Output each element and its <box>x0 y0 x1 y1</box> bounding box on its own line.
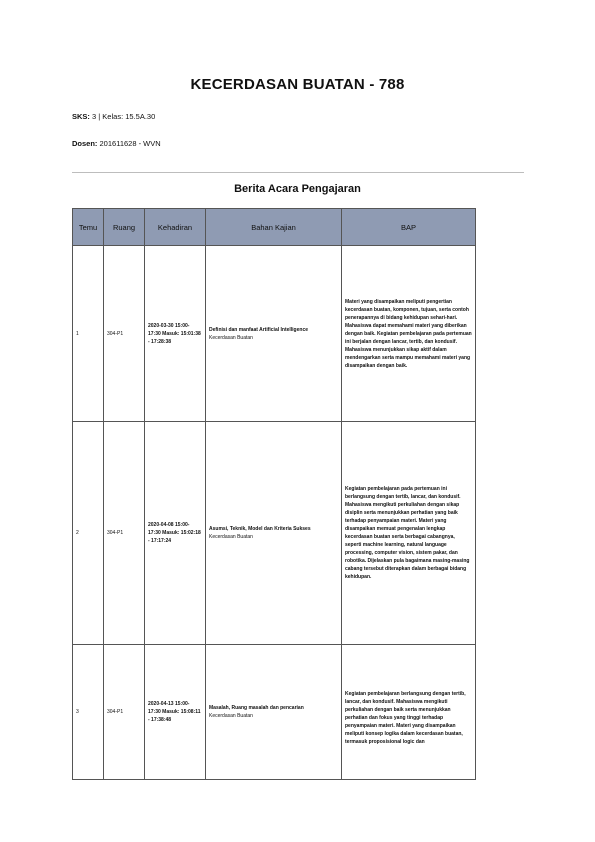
table-row <box>73 422 476 645</box>
cell-kehadiran: 2020-04-13 15:00-17:30 Masuk: 15:08:11 - 17:38:48 <box>145 645 206 780</box>
header-bahan-kajian: Bahan Kajian <box>206 209 342 246</box>
section-title: Berita Acara Pengajaran <box>234 183 361 195</box>
cell-bap: Kegiatan pembelajaran berlangsung dengan tertib, lancar, dan kondusif. Mahasiswa mengikuti perkuliahan dengan baik serta menunjukkan perhatian dan fokus yang tinggi terhadap penyampaian materi. Materi yang disampaikan meliputi konsep logika dalam kecerdasan buatan, termasuk proposisional logic dan <box>342 645 476 780</box>
cell-temu: 3 <box>73 645 104 780</box>
header-bap: BAP <box>342 209 476 246</box>
cell-temu: 1 <box>73 246 104 422</box>
bahan-subject: Kecerdasan Buatan <box>209 534 253 540</box>
dosen-label: Dosen: <box>72 139 98 148</box>
cell-bahan-kajian <box>206 422 342 645</box>
cell-temu: 2 <box>73 422 104 645</box>
course-title: KECERDASAN BUATAN - 788 <box>190 76 405 93</box>
header-kehadiran: Kehadiran <box>145 209 206 246</box>
header-ruang: Ruang <box>104 209 145 246</box>
sks-label: SKS: <box>72 112 90 121</box>
cell-bahan-kajian <box>206 246 342 422</box>
bahan-topic: Masalah, Ruang masalah dan pencarian <box>209 705 304 711</box>
cell-kehadiran: 2020-03-30 15:00-17:30 Masuk: 15:01:38 - 17:28:38 <box>145 246 206 422</box>
table-row <box>73 645 476 780</box>
cell-bap: Materi yang disampaikan meliputi pengertian kecerdasan buatan, komponen, tujuan, serta contoh penerapannya di bidang kehidupan sehari-hari. Mahasiswa dapat memahami materi yang diberikan dengan baik. Kegiatan pembelajaran pada pertemuan ini berjalan dengan lancar, tertib, dan kondusif. Mahasiswa menunjukkan sikap aktif dalam mendengarkan serta mampu memahami materi yang disampaikan dengan baik. <box>342 246 476 422</box>
bahan-subject: Kecerdasan Buatan <box>209 713 253 719</box>
dosen-value: 201611628 - WVN <box>99 139 161 148</box>
cell-ruang: 304-P1 <box>104 246 145 422</box>
table-row <box>73 246 476 422</box>
table-header-row <box>73 209 476 246</box>
cell-ruang: 304-P1 <box>104 645 145 780</box>
cell-ruang: 304-P1 <box>104 422 145 645</box>
bahan-topic: Asumsi, Teknik, Model dan Kriteria Sukses <box>209 526 311 532</box>
divider <box>72 172 524 173</box>
sks-kelas-line <box>72 112 155 121</box>
cell-bap: Kegiatan pembelajaran pada pertemuan ini berlangsung dengan tertib, lancar, dan kondusif. Mahasiswa mengikuti perkuliahan dengan sikap disiplin serta menunjukkan perhatian yang baik terhadap penyampaian materi. Materi yang disampaikan memuat pengenalan lengkap kecerdasan buatan serta berbagai cabangnya, seperti machine learning, natural language processing, computer vision, sistem pakar, dan robotika. Dijelaskan pula bagaimana masing-masing cabang tersebut diterapkan dalam berbagai bidang kehidupan. <box>342 422 476 645</box>
cell-bahan-kajian <box>206 645 342 780</box>
dosen-line <box>72 139 161 148</box>
sks-kelas-value: 3 | Kelas: 15.5A.30 <box>92 112 156 121</box>
bahan-topic: Definisi dan manfaat Artificial Intelligence <box>209 326 309 333</box>
bahan-subject: Kecerdasan Buatan <box>209 334 253 341</box>
bap-table <box>72 208 476 780</box>
cell-kehadiran: 2020-04-08 15:00-17:30 Masuk: 15:02:18 - 17:17:24 <box>145 422 206 645</box>
header-temu: Temu <box>73 209 104 246</box>
